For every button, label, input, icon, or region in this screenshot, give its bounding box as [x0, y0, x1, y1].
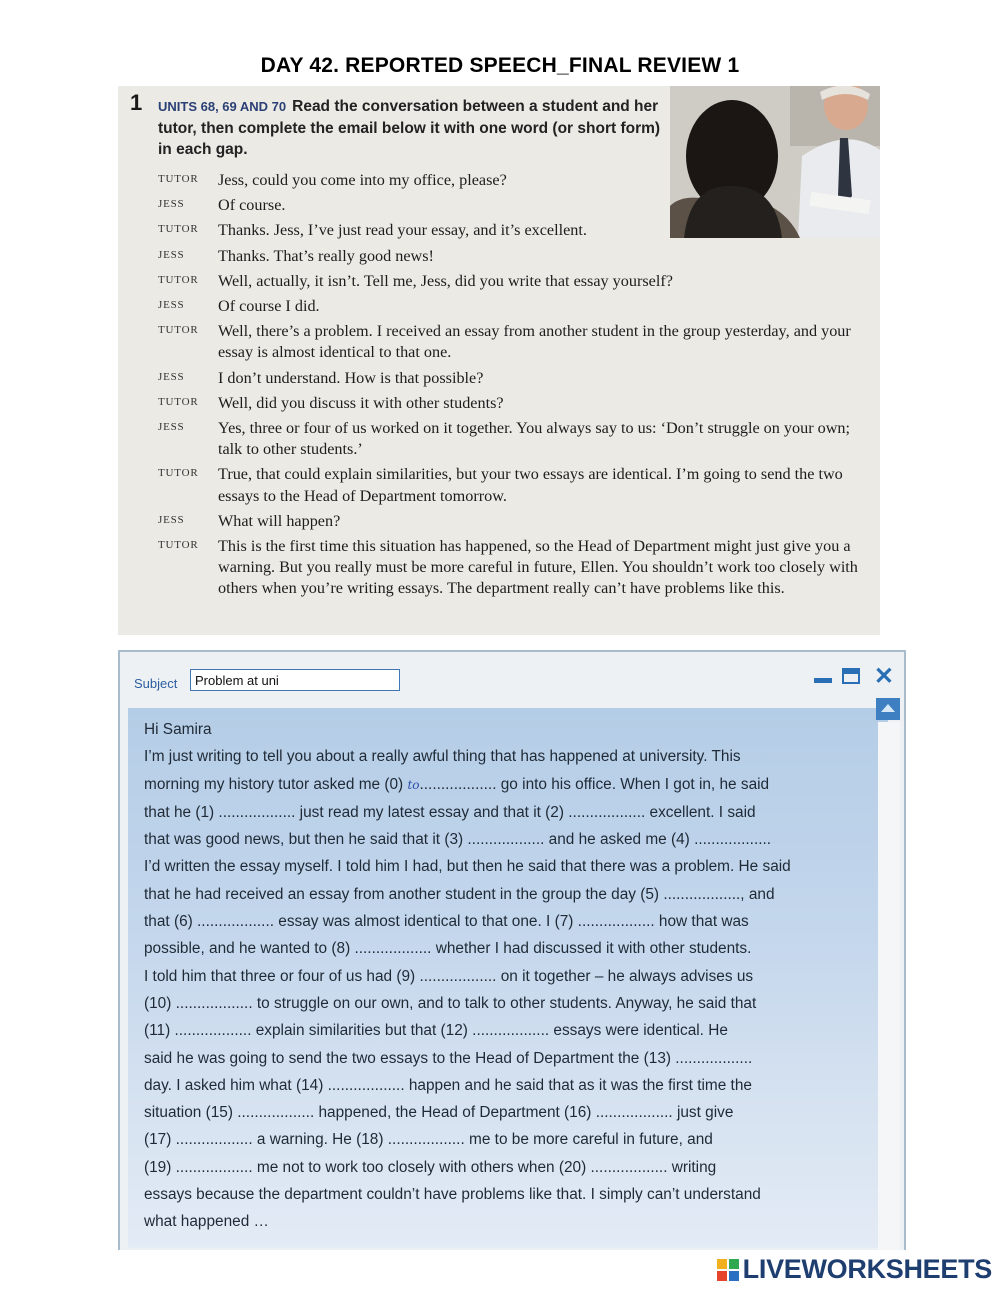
minimize-icon[interactable]	[814, 678, 832, 683]
instruction-text: Read the conversation between a student and her tutor, then complete the email below it with one word (or short form) in each gap.	[158, 98, 661, 158]
maximize-icon[interactable]	[842, 668, 860, 684]
page-title: DAY 42. REPORTED SPEECH_FINAL REVIEW 1	[260, 54, 740, 77]
utterance-text: Thanks. Jess, I’ve just read your essay, and it’s excellent.	[218, 221, 587, 240]
email-greeting: Hi Samira	[144, 721, 212, 738]
dialogue-turn	[158, 271, 870, 292]
utterance-text: Jess, could you come into my office, please?	[218, 171, 507, 189]
speaker-label: JESS	[158, 370, 185, 383]
email-line: said he was going to send the two essays to the Head of Department the (13) ..................	[144, 1049, 753, 1067]
dialogue	[158, 170, 870, 604]
email-line: that (6) .................. essay was almost identical to that one. I (7) .................. how that was	[144, 913, 749, 931]
dialogue-turn	[158, 195, 870, 216]
email-line: (11) .................. explain similarities but that (12) .................. essays were identical. He	[144, 1022, 728, 1040]
dialogue-turn	[158, 511, 870, 532]
subject-label: Subject	[134, 676, 178, 691]
utterance-text: Well, did you discuss it with other students?	[218, 393, 504, 412]
dialogue-turn	[158, 418, 870, 460]
email-line: (17) .................. a warning. He (18) .................. me to be more careful in future, and	[144, 1131, 713, 1149]
speaker-label: TUTOR	[158, 395, 199, 408]
email-line: essays because the department couldn’t have problems like that. I simply can’t understand	[144, 1186, 761, 1204]
email-line-example	[144, 771, 874, 799]
dialogue-turn	[158, 464, 870, 506]
dialogue-turn	[158, 246, 870, 267]
dialogue-turn	[158, 536, 870, 600]
utterance-text: Of course.	[218, 196, 286, 215]
email-line: I’m just writing to tell you about a really awful thing that has happened at university. This	[144, 748, 741, 766]
utterance-text: What will happen?	[218, 511, 341, 530]
speaker-label: JESS	[158, 198, 185, 211]
email-line: I told him that three or four of us had (9) .................. on it together – he always advises us	[144, 967, 754, 985]
speaker-label: TUTOR	[158, 324, 199, 337]
utterance-text: Of course I did.	[218, 297, 320, 316]
scrollbar-track[interactable]	[878, 722, 900, 1250]
exercise-panel	[118, 86, 880, 635]
email-header	[120, 652, 904, 702]
utterance-text: I don’t understand. How is that possible?	[218, 368, 484, 387]
example-answer: to	[407, 777, 420, 792]
email-text	[144, 716, 874, 1236]
utterance-text: This is the first time this situation has happened, so the Head of Department might just give you a warning. But you really must be more careful in future, Ellen. You shouldn’t work too closely with others when you’re writing essays. The department really can’t have problems like this.	[218, 537, 858, 598]
email-line: I’d written the essay myself. I told him I had, but then he said that there was a problem. He said	[144, 858, 791, 876]
logo-text: LIVEWORKSHEETS	[742, 1254, 992, 1284]
email-line: (10) .................. to struggle on our own, and to talk to other students. Anyway, he said that	[144, 994, 757, 1012]
utterance-text: Well, actually, it isn’t. Tell me, Jess, did you write that essay yourself?	[218, 271, 673, 290]
dialogue-turn	[158, 220, 870, 241]
utterance-text: Thanks. That’s really good news!	[218, 246, 434, 265]
email-line: (19) .................. me not to work too closely with others when (20) .................. writing	[144, 1158, 717, 1176]
email-line: that was good news, but then he said that it (3) .................. and he asked me (4) ..................	[144, 831, 772, 849]
subject-input[interactable]: Problem at uni	[190, 669, 400, 691]
email-line: situation (15) .................. happened, the Head of Department (16) .................. just give	[144, 1104, 734, 1122]
exercise-instruction	[158, 96, 668, 161]
email-line: day. I asked him what (14) .................. happen and he said that as it was the first time the	[144, 1076, 752, 1094]
speaker-label: TUTOR	[158, 173, 199, 185]
email-window	[118, 650, 906, 1250]
utterance-text: Yes, three or four of us worked on it together. You always say to us: ‘Don’t struggle on your own; talk to other students.’	[218, 419, 851, 459]
email-line: possible, and he wanted to (8) .................. whether I had discussed it with other students.	[144, 940, 752, 958]
email-line-part: go into his office. When I got in, he said	[500, 775, 770, 793]
speaker-label: JESS	[158, 299, 185, 312]
email-line: that he (1) .................. just read my latest essay and that it (2) .................. excellent. I said	[144, 803, 756, 821]
exercise-number: 1	[130, 90, 143, 115]
speaker-label: TUTOR	[158, 539, 199, 552]
units-label: UNITS 68, 69 AND 70	[158, 99, 287, 114]
dialogue-turn	[158, 321, 870, 363]
speaker-label: JESS	[158, 421, 185, 434]
speaker-label: JESS	[158, 513, 185, 526]
dialogue-turn	[158, 170, 870, 191]
email-line: what happened …	[144, 1213, 269, 1231]
utterance-text: True, that could explain similarities, but your two essays are identical. I’m going to send the two essays to the Head of Department tomorrow.	[218, 465, 843, 505]
email-line-part: morning my history tutor asked me (0)	[144, 775, 404, 793]
utterance-text: Well, there’s a problem. I received an essay from another student in the group yesterday, and your essay is almost identical to that one.	[218, 322, 851, 362]
example-gap: ..................	[419, 775, 497, 793]
dialogue-turn	[158, 368, 870, 389]
speaker-label: TUTOR	[158, 467, 199, 480]
close-icon[interactable]: ✕	[873, 663, 894, 690]
speaker-label: JESS	[158, 248, 185, 261]
dialogue-turn	[158, 393, 870, 414]
scroll-up-button[interactable]	[876, 698, 900, 720]
logo-mark-icon	[717, 1259, 739, 1281]
email-line: that he had received an essay from another student in the group the day (5) .................., and	[144, 885, 775, 903]
liveworksheets-logo	[717, 1254, 992, 1285]
email-body	[128, 708, 888, 1248]
dialogue-turn	[158, 296, 870, 317]
speaker-label: TUTOR	[158, 223, 199, 236]
speaker-label: TUTOR	[158, 273, 199, 286]
